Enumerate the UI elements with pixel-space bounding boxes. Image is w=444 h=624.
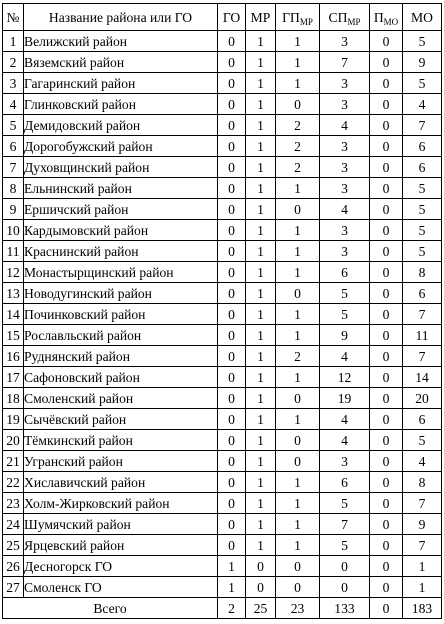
header-sp-sub: МР (347, 16, 361, 27)
cell-mr: 0 (246, 577, 276, 598)
cell-pmo: 0 (370, 367, 403, 388)
table-row (3, 304, 442, 325)
cell-go: 0 (218, 31, 246, 52)
cell-pmo: 0 (370, 514, 403, 535)
cell-pmo: 0 (370, 325, 403, 346)
cell-mr: 1 (246, 514, 276, 535)
cell-sp: 0 (320, 556, 370, 577)
cell-sp: 6 (320, 262, 370, 283)
cell-mo: 5 (403, 199, 442, 220)
header-name: Название района или ГО (24, 4, 218, 31)
table-row (3, 430, 442, 451)
table-row (3, 220, 442, 241)
cell-gp: 2 (276, 346, 320, 367)
row-num: 16 (3, 346, 24, 367)
cell-go: 0 (218, 535, 246, 556)
header-pmo-sub: МО (383, 16, 399, 27)
district-name: Хиславичский район (24, 472, 218, 493)
header-pmo-main: П (373, 9, 384, 25)
header-gp-sub: МР (299, 16, 313, 27)
cell-mr: 1 (246, 451, 276, 472)
district-name: Сафоновский район (24, 367, 218, 388)
cell-mo: 5 (403, 430, 442, 451)
cell-gp: 1 (276, 220, 320, 241)
cell-mo: 7 (403, 346, 442, 367)
cell-pmo: 0 (370, 31, 403, 52)
cell-sp: 5 (320, 283, 370, 304)
municipalities-table (2, 3, 442, 619)
cell-gp: 1 (276, 241, 320, 262)
header-gp (276, 4, 320, 31)
district-name: Рославльский район (24, 325, 218, 346)
cell-mo: 6 (403, 157, 442, 178)
cell-mo: 6 (403, 283, 442, 304)
cell-mo: 9 (403, 514, 442, 535)
row-num: 2 (3, 52, 24, 73)
cell-go: 0 (218, 73, 246, 94)
cell-mo: 7 (403, 115, 442, 136)
table-row (3, 325, 442, 346)
total-label: Всего (3, 598, 218, 619)
table-row (3, 157, 442, 178)
total-mr: 25 (246, 598, 276, 619)
row-num: 25 (3, 535, 24, 556)
row-num: 27 (3, 577, 24, 598)
cell-go: 0 (218, 388, 246, 409)
cell-go: 0 (218, 178, 246, 199)
district-name: Смоленский район (24, 388, 218, 409)
cell-go: 0 (218, 115, 246, 136)
cell-mr: 1 (246, 94, 276, 115)
row-num: 19 (3, 409, 24, 430)
cell-go: 0 (218, 493, 246, 514)
cell-pmo: 0 (370, 241, 403, 262)
cell-gp: 2 (276, 157, 320, 178)
total-gp: 23 (276, 598, 320, 619)
district-name: Смоленск ГО (24, 577, 218, 598)
district-name: Глинковский район (24, 94, 218, 115)
cell-pmo: 0 (370, 472, 403, 493)
district-name: Десногорск ГО (24, 556, 218, 577)
cell-sp: 5 (320, 535, 370, 556)
header-sp-main: СП (328, 9, 348, 25)
row-num: 24 (3, 514, 24, 535)
row-num: 11 (3, 241, 24, 262)
total-sp: 133 (320, 598, 370, 619)
header-pmo (370, 4, 403, 31)
cell-gp: 1 (276, 472, 320, 493)
row-num: 17 (3, 367, 24, 388)
row-num: 18 (3, 388, 24, 409)
row-num: 8 (3, 178, 24, 199)
cell-gp: 1 (276, 367, 320, 388)
row-num: 3 (3, 73, 24, 94)
cell-pmo: 0 (370, 52, 403, 73)
cell-mr: 1 (246, 388, 276, 409)
cell-mr: 1 (246, 325, 276, 346)
cell-sp: 9 (320, 325, 370, 346)
table-row (3, 514, 442, 535)
cell-go: 0 (218, 409, 246, 430)
cell-pmo: 0 (370, 430, 403, 451)
cell-mo: 5 (403, 178, 442, 199)
cell-gp: 1 (276, 304, 320, 325)
cell-sp: 3 (320, 220, 370, 241)
cell-go: 0 (218, 262, 246, 283)
cell-gp: 0 (276, 388, 320, 409)
cell-sp: 19 (320, 388, 370, 409)
cell-go: 0 (218, 451, 246, 472)
cell-pmo: 0 (370, 73, 403, 94)
row-num: 20 (3, 430, 24, 451)
district-name: Кардымовский район (24, 220, 218, 241)
cell-mr: 1 (246, 178, 276, 199)
cell-gp: 0 (276, 94, 320, 115)
district-name: Духовщинский район (24, 157, 218, 178)
cell-mr: 1 (246, 31, 276, 52)
district-name: Руднянский район (24, 346, 218, 367)
cell-go: 0 (218, 304, 246, 325)
cell-gp: 1 (276, 73, 320, 94)
cell-pmo: 0 (370, 262, 403, 283)
cell-go: 0 (218, 283, 246, 304)
cell-pmo: 0 (370, 220, 403, 241)
cell-gp: 0 (276, 199, 320, 220)
table-row (3, 94, 442, 115)
cell-pmo: 0 (370, 493, 403, 514)
cell-pmo: 0 (370, 556, 403, 577)
cell-mr: 1 (246, 241, 276, 262)
cell-go: 0 (218, 472, 246, 493)
cell-mo: 8 (403, 262, 442, 283)
cell-sp: 5 (320, 304, 370, 325)
cell-mr: 1 (246, 367, 276, 388)
cell-gp: 0 (276, 283, 320, 304)
table-body (3, 31, 442, 598)
district-name: Тёмкинский район (24, 430, 218, 451)
total-row (3, 598, 442, 619)
cell-sp: 3 (320, 31, 370, 52)
table-row (3, 199, 442, 220)
cell-pmo: 0 (370, 115, 403, 136)
cell-pmo: 0 (370, 346, 403, 367)
row-num: 6 (3, 136, 24, 157)
cell-go: 0 (218, 157, 246, 178)
cell-mo: 1 (403, 577, 442, 598)
cell-mr: 0 (246, 556, 276, 577)
table-row (3, 493, 442, 514)
cell-mo: 4 (403, 451, 442, 472)
cell-sp: 0 (320, 577, 370, 598)
cell-gp: 1 (276, 31, 320, 52)
cell-sp: 3 (320, 73, 370, 94)
row-num: 22 (3, 472, 24, 493)
district-name: Холм-Жирковский район (24, 493, 218, 514)
cell-sp: 3 (320, 178, 370, 199)
district-name: Гагаринский район (24, 73, 218, 94)
header-go: ГО (218, 4, 246, 31)
cell-gp: 1 (276, 52, 320, 73)
header-num: № (3, 4, 24, 31)
cell-go: 0 (218, 241, 246, 262)
table-row (3, 262, 442, 283)
row-num: 14 (3, 304, 24, 325)
table-row (3, 367, 442, 388)
row-num: 4 (3, 94, 24, 115)
district-name: Сычёвский район (24, 409, 218, 430)
cell-gp: 1 (276, 493, 320, 514)
cell-sp: 3 (320, 136, 370, 157)
header-sp (320, 4, 370, 31)
row-num: 9 (3, 199, 24, 220)
cell-gp: 1 (276, 178, 320, 199)
district-name: Велижский район (24, 31, 218, 52)
cell-mr: 1 (246, 115, 276, 136)
cell-gp: 1 (276, 262, 320, 283)
total-go: 2 (218, 598, 246, 619)
cell-mr: 1 (246, 430, 276, 451)
table-row (3, 535, 442, 556)
cell-sp: 4 (320, 409, 370, 430)
table-row (3, 472, 442, 493)
cell-sp: 3 (320, 94, 370, 115)
cell-mo: 4 (403, 94, 442, 115)
cell-mr: 1 (246, 136, 276, 157)
cell-mr: 1 (246, 409, 276, 430)
cell-go: 0 (218, 136, 246, 157)
cell-pmo: 0 (370, 94, 403, 115)
cell-gp: 0 (276, 430, 320, 451)
cell-go: 0 (218, 52, 246, 73)
row-num: 5 (3, 115, 24, 136)
cell-pmo: 0 (370, 535, 403, 556)
cell-gp: 1 (276, 409, 320, 430)
cell-sp: 4 (320, 115, 370, 136)
cell-pmo: 0 (370, 451, 403, 472)
table-row (3, 451, 442, 472)
cell-mr: 1 (246, 157, 276, 178)
district-name: Монастырщинский район (24, 262, 218, 283)
cell-go: 1 (218, 556, 246, 577)
table-row (3, 409, 442, 430)
cell-go: 0 (218, 514, 246, 535)
cell-gp: 2 (276, 115, 320, 136)
table-row (3, 115, 442, 136)
row-num: 21 (3, 451, 24, 472)
cell-go: 0 (218, 367, 246, 388)
cell-mo: 9 (403, 52, 442, 73)
cell-mr: 1 (246, 199, 276, 220)
cell-gp: 0 (276, 451, 320, 472)
cell-mo: 6 (403, 136, 442, 157)
table-row (3, 577, 442, 598)
table-row (3, 73, 442, 94)
cell-gp: 0 (276, 577, 320, 598)
cell-go: 0 (218, 430, 246, 451)
row-num: 23 (3, 493, 24, 514)
row-num: 1 (3, 31, 24, 52)
table-row (3, 178, 442, 199)
district-name: Шумячский район (24, 514, 218, 535)
cell-pmo: 0 (370, 409, 403, 430)
cell-pmo: 0 (370, 199, 403, 220)
row-num: 7 (3, 157, 24, 178)
cell-mr: 1 (246, 493, 276, 514)
row-num: 15 (3, 325, 24, 346)
cell-mr: 1 (246, 535, 276, 556)
cell-sp: 6 (320, 472, 370, 493)
cell-go: 0 (218, 94, 246, 115)
district-name: Вяземский район (24, 52, 218, 73)
cell-mo: 11 (403, 325, 442, 346)
cell-mr: 1 (246, 283, 276, 304)
cell-mo: 1 (403, 556, 442, 577)
row-num: 12 (3, 262, 24, 283)
row-num: 10 (3, 220, 24, 241)
cell-mr: 1 (246, 304, 276, 325)
district-name: Ярцевский район (24, 535, 218, 556)
cell-mo: 5 (403, 220, 442, 241)
cell-mr: 1 (246, 73, 276, 94)
header-mr: МР (246, 4, 276, 31)
table-row (3, 346, 442, 367)
header-gp-main: ГП (282, 9, 300, 25)
cell-go: 1 (218, 577, 246, 598)
table-row (3, 241, 442, 262)
cell-mo: 14 (403, 367, 442, 388)
district-name: Угранский район (24, 451, 218, 472)
header-row (3, 4, 442, 31)
cell-sp: 7 (320, 514, 370, 535)
cell-gp: 1 (276, 535, 320, 556)
table-row (3, 556, 442, 577)
cell-pmo: 0 (370, 157, 403, 178)
cell-go: 0 (218, 199, 246, 220)
cell-gp: 1 (276, 325, 320, 346)
district-name: Ельнинский район (24, 178, 218, 199)
header-mo: МО (403, 4, 442, 31)
cell-mo: 5 (403, 31, 442, 52)
cell-mo: 6 (403, 409, 442, 430)
table-row (3, 31, 442, 52)
cell-mr: 1 (246, 472, 276, 493)
district-name: Починковский район (24, 304, 218, 325)
cell-sp: 7 (320, 52, 370, 73)
district-name: Дорогобужский район (24, 136, 218, 157)
cell-mr: 1 (246, 262, 276, 283)
cell-mr: 1 (246, 346, 276, 367)
cell-pmo: 0 (370, 304, 403, 325)
row-num: 13 (3, 283, 24, 304)
cell-mr: 1 (246, 220, 276, 241)
cell-pmo: 0 (370, 136, 403, 157)
total-mo: 183 (403, 598, 442, 619)
cell-mo: 20 (403, 388, 442, 409)
row-num: 26 (3, 556, 24, 577)
cell-go: 0 (218, 220, 246, 241)
cell-mo: 5 (403, 241, 442, 262)
cell-sp: 3 (320, 451, 370, 472)
cell-sp: 4 (320, 430, 370, 451)
cell-pmo: 0 (370, 283, 403, 304)
district-name: Демидовский район (24, 115, 218, 136)
cell-go: 0 (218, 346, 246, 367)
cell-gp: 1 (276, 514, 320, 535)
district-name: Краснинский район (24, 241, 218, 262)
cell-sp: 3 (320, 241, 370, 262)
cell-mo: 7 (403, 535, 442, 556)
cell-pmo: 0 (370, 388, 403, 409)
cell-sp: 5 (320, 493, 370, 514)
district-name: Ершичский район (24, 199, 218, 220)
table-row (3, 388, 442, 409)
cell-sp: 12 (320, 367, 370, 388)
cell-mo: 7 (403, 304, 442, 325)
cell-mo: 8 (403, 472, 442, 493)
district-name: Новодугинский район (24, 283, 218, 304)
cell-sp: 4 (320, 199, 370, 220)
cell-sp: 4 (320, 346, 370, 367)
table-row (3, 52, 442, 73)
table-row (3, 283, 442, 304)
cell-mr: 1 (246, 52, 276, 73)
cell-mo: 5 (403, 73, 442, 94)
cell-gp: 0 (276, 556, 320, 577)
cell-go: 0 (218, 325, 246, 346)
cell-pmo: 0 (370, 178, 403, 199)
cell-pmo: 0 (370, 577, 403, 598)
total-pmo: 0 (370, 598, 403, 619)
table-row (3, 136, 442, 157)
cell-sp: 3 (320, 157, 370, 178)
cell-mo: 7 (403, 493, 442, 514)
cell-gp: 2 (276, 136, 320, 157)
